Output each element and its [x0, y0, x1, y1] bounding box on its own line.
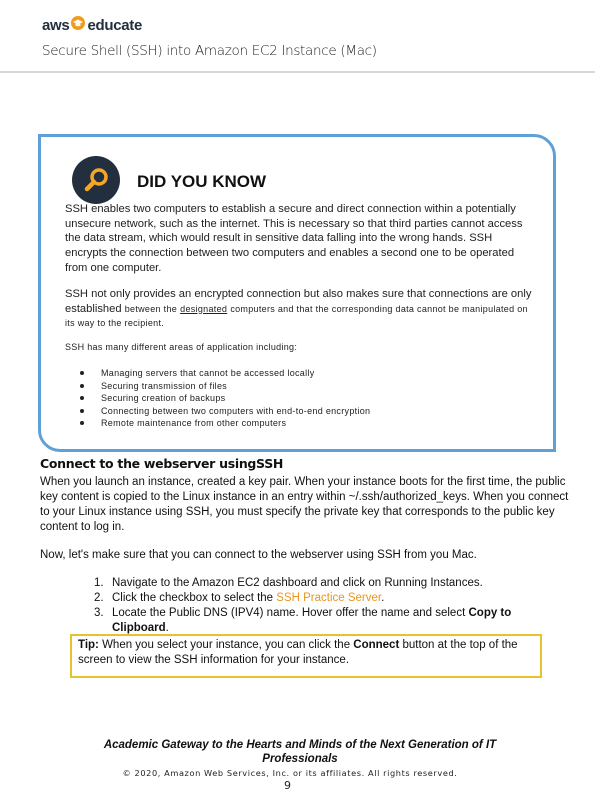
- list-item: Securing creation of backups: [80, 392, 370, 405]
- designated-word: designated: [180, 303, 228, 314]
- application-list: [80, 367, 370, 430]
- copyright-notice: © 2020, Amazon Web Services, Inc. or its affiliates. All rights reserved.: [122, 768, 458, 778]
- did-you-know-paragraph-1: SSH enables two computers to establish a secure and direct connection within a potentially unsecure network, such as the internet. This is necessary so that third parties cannot access the data stream, which would result in sensitive data falling into the wrong hands. SSH encrypts the connection between two computers and enables a second one to be operated from one computer.: [65, 203, 523, 274]
- bullet-icon: [80, 384, 84, 388]
- logo-aws-text: aws: [42, 16, 70, 34]
- section-paragraph-2: Now, let's make sure that you can connect to the webserver using SSH from you Mac.: [40, 549, 477, 561]
- aws-educate-logo: [42, 14, 142, 36]
- logo-educate-text: educate: [87, 16, 143, 34]
- connect-label: Connect: [353, 639, 400, 651]
- magnifier-icon: [72, 156, 120, 204]
- paragraph-2-part-c: computers and that the corresponding data cannot be manipulated on its way to the recipient.: [65, 303, 528, 329]
- section-heading: Connect to the webserver usingSSH: [40, 456, 284, 471]
- did-you-know-paragraph-2: [65, 287, 535, 331]
- paragraph-2-part-b: between the: [124, 303, 178, 314]
- step-item: 3. Locate the Public DNS (IPV4) name. Hover offer the name and select Copy to Clipboard.: [94, 607, 512, 634]
- step-text: Locate the Public DNS (IPV4) name. Hover offer the name and select: [112, 607, 469, 619]
- bullet-icon: [80, 409, 84, 413]
- tip-box: Tip: When you select your instance, you can click the Connect button at the top of the screen to view the SSH information for your instance.: [70, 634, 542, 678]
- ssh-practice-server-link[interactable]: SSH Practice Server: [276, 592, 382, 604]
- list-item: Securing transmission of files: [80, 380, 370, 393]
- step-text: Navigate to the Amazon EC2 dashboard and click on Running Instances.: [112, 577, 483, 589]
- did-you-know-paragraph-3: SSH has many different areas of application including:: [65, 342, 298, 352]
- step-number: 3.: [94, 607, 104, 619]
- did-you-know-heading: DID YOU KNOW: [137, 172, 267, 191]
- step-item: [94, 576, 534, 591]
- step-item: 2. Click the checkbox to select the SSH Practice Server.: [94, 592, 385, 604]
- section-paragraph-1: When you launch an instance, created a key pair. When your instance boots for the first time, the public key content is copied to the Linux instance in an entry within ~/.ssh/authorized_keys. When you connect to your Linux instance using SSH, you must specify the private key that corresponds to the public key content to log in.: [40, 476, 569, 533]
- graduation-cap-icon: [70, 15, 86, 36]
- list-item: Remote maintenance from other computers: [80, 417, 370, 430]
- step-number: 1.: [94, 577, 104, 589]
- paragraph-2-part-a: SSH not only provides an encrypted connection but also makes sure that connections are only established: [65, 288, 532, 315]
- bullet-icon: [80, 421, 84, 425]
- document-title: Secure Shell (SSH) into Amazon EC2 Instance (Mac): [42, 43, 377, 59]
- copy-to-clipboard-label: Copy to Clipboard: [112, 607, 512, 634]
- bullet-icon: [80, 396, 84, 400]
- step-text: Click the checkbox to select the: [112, 592, 277, 604]
- title-divider: [0, 71, 595, 73]
- instruction-steps: [94, 576, 534, 636]
- tip-label: Tip:: [78, 639, 99, 651]
- bullet-icon: [80, 371, 84, 375]
- list-item: Managing servers that cannot be accessed locally: [80, 367, 370, 380]
- footer-tagline: Academic Gateway to the Hearts and Minds of the Next Generation of IT Professionals: [103, 739, 497, 765]
- step-number: 2.: [94, 592, 104, 604]
- list-item: Connecting between two computers with end-to-end encryption: [80, 405, 370, 418]
- page-number: 9: [284, 779, 291, 792]
